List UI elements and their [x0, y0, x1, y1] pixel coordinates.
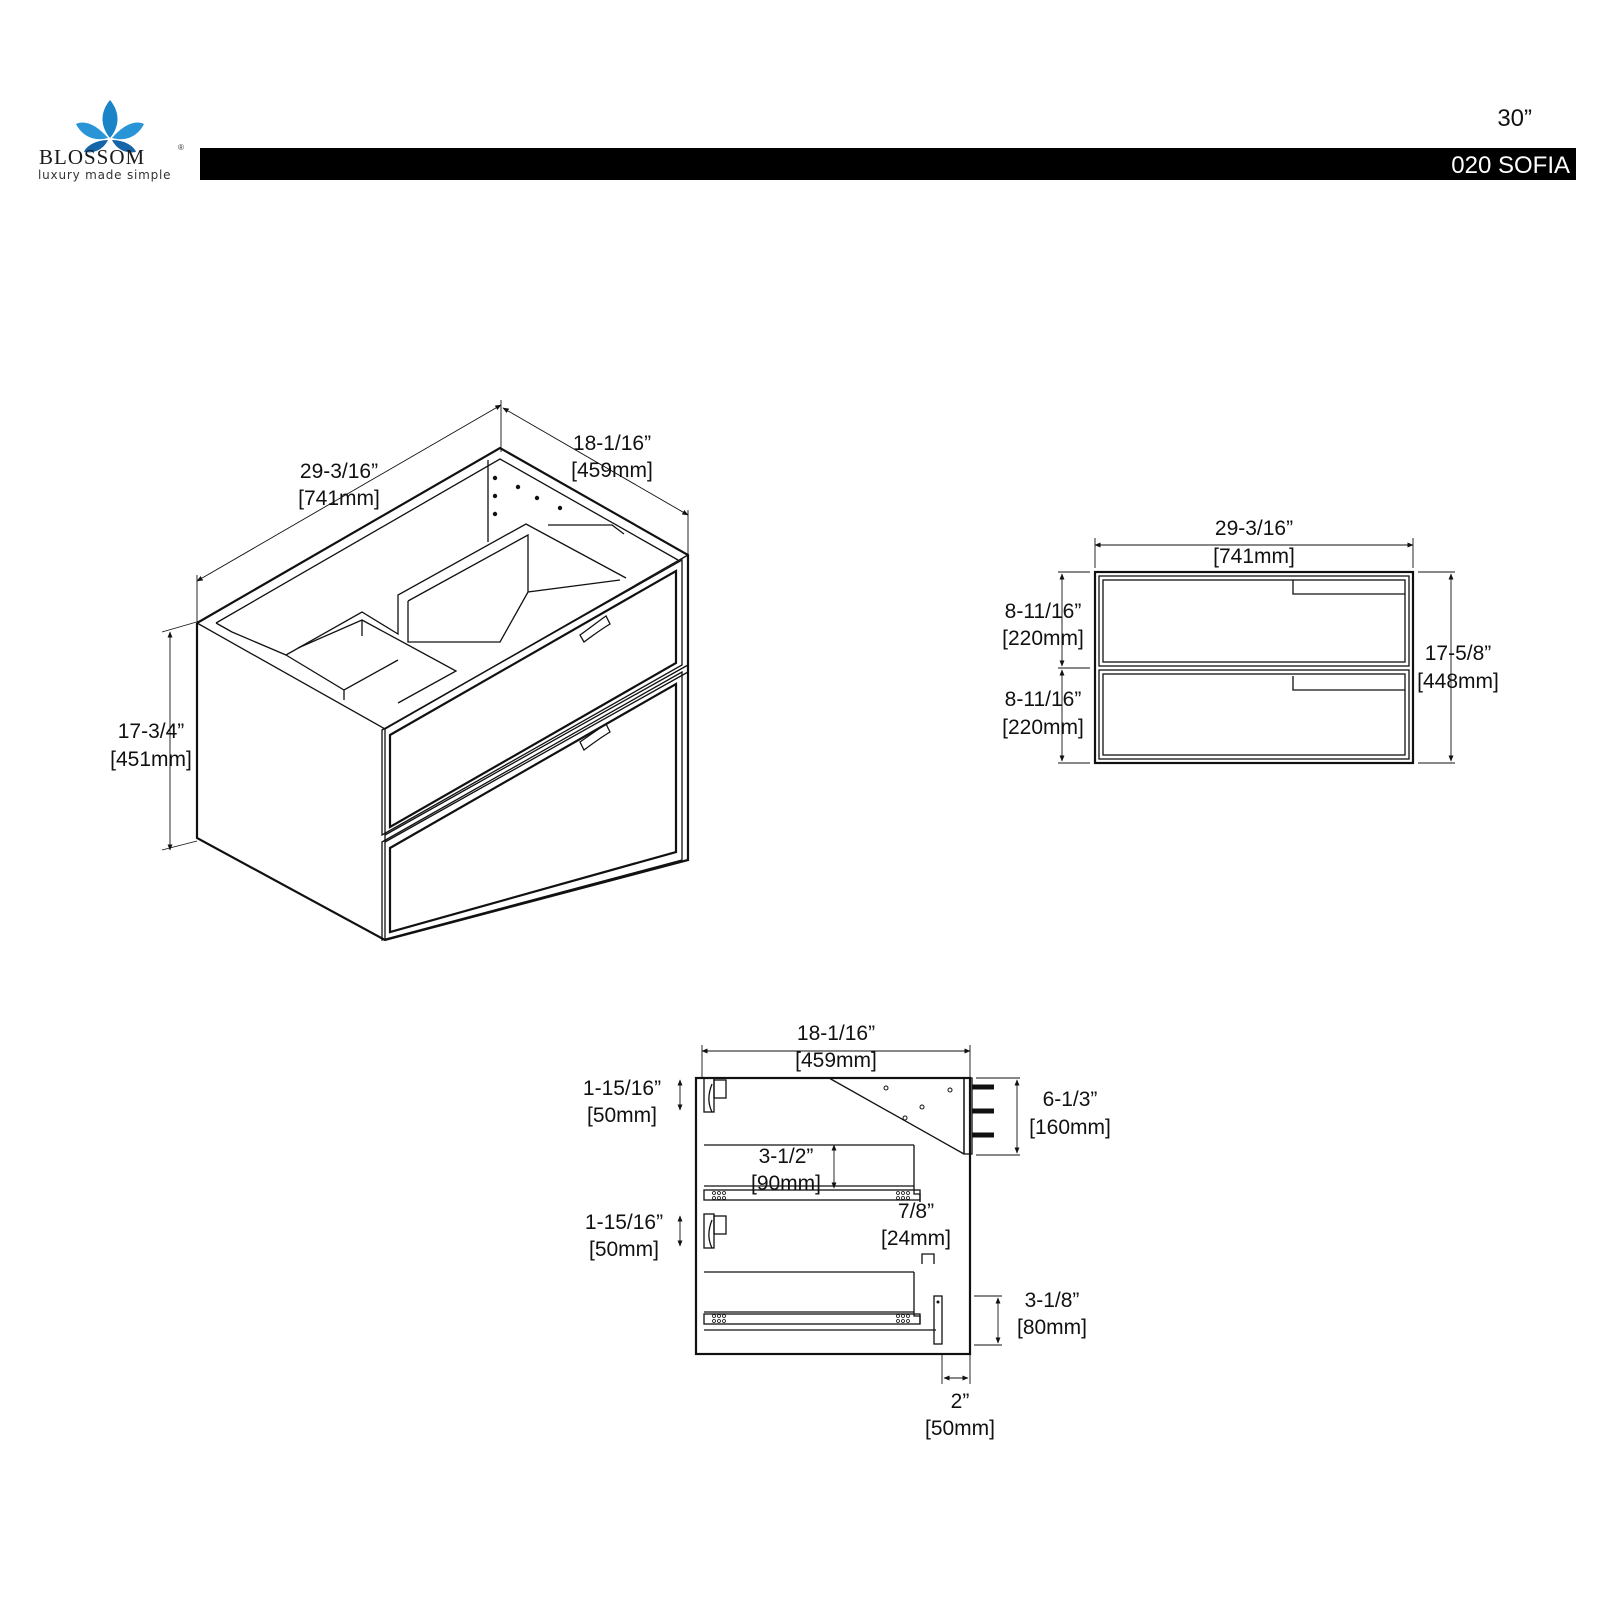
side-middle-reveal-metric: [50mm]: [588, 1238, 660, 1261]
header-bar: [200, 148, 1576, 180]
front-bottom-drawer-imperial: 8-11/16”: [1004, 688, 1082, 711]
side-bracket-metric: [160mm]: [1029, 1116, 1111, 1139]
front-top-drawer-imperial: 8-11/16”: [1004, 600, 1082, 623]
side-depth-imperial: 18-1/16”: [796, 1022, 876, 1045]
side-top-reveal-imperial: 1-15/16”: [582, 1077, 662, 1100]
iso-width-imperial: 29-3/16”: [299, 460, 379, 483]
iso-height-metric: [451mm]: [110, 748, 192, 771]
brand-logo: [38, 100, 184, 182]
brand-name: BLOSSOM: [39, 145, 146, 169]
side-drawer-box-imperial: 3-1/2”: [758, 1145, 814, 1168]
model-label: 020 SOFIA: [1451, 152, 1570, 179]
side-view: [583, 1022, 1111, 1440]
side-bottom-height-metric: [80mm]: [1016, 1316, 1088, 1339]
side-back-offset-imperial: 2”: [950, 1390, 970, 1413]
brand-tagline: luxury made simple: [38, 168, 172, 182]
front-width-imperial: 29-3/16”: [1214, 517, 1294, 540]
side-gap-metric: [24mm]: [880, 1227, 952, 1250]
front-total-height-imperial: 17-5/8”: [1424, 642, 1492, 665]
iso-depth-metric: [459mm]: [571, 459, 653, 482]
side-depth-metric: [459mm]: [795, 1049, 877, 1072]
side-top-reveal-metric: [50mm]: [586, 1104, 658, 1127]
front-top-drawer-metric: [220mm]: [1002, 627, 1084, 650]
side-bottom-height-imperial: 3-1/8”: [1024, 1289, 1080, 1312]
side-back-offset-metric: [50mm]: [924, 1417, 996, 1440]
side-bracket-imperial: 6-1/3”: [1042, 1088, 1098, 1111]
front-view: [1002, 517, 1499, 763]
iso-width-metric: [741mm]: [298, 487, 380, 510]
side-drawer-box-metric: [90mm]: [750, 1172, 822, 1195]
side-middle-reveal-imperial: 1-15/16”: [584, 1211, 664, 1234]
iso-depth-imperial: 18-1/16”: [572, 432, 652, 455]
side-gap-imperial: 7/8”: [897, 1200, 935, 1223]
isometric-view: [110, 400, 688, 940]
front-bottom-drawer-metric: [220mm]: [1002, 716, 1084, 739]
iso-height-imperial: 17-3/4”: [117, 720, 185, 743]
front-total-height-metric: [448mm]: [1417, 670, 1499, 693]
front-width-metric: [741mm]: [1213, 545, 1295, 568]
size-label: 30”: [1497, 105, 1532, 132]
registered-mark: ®: [178, 143, 184, 152]
